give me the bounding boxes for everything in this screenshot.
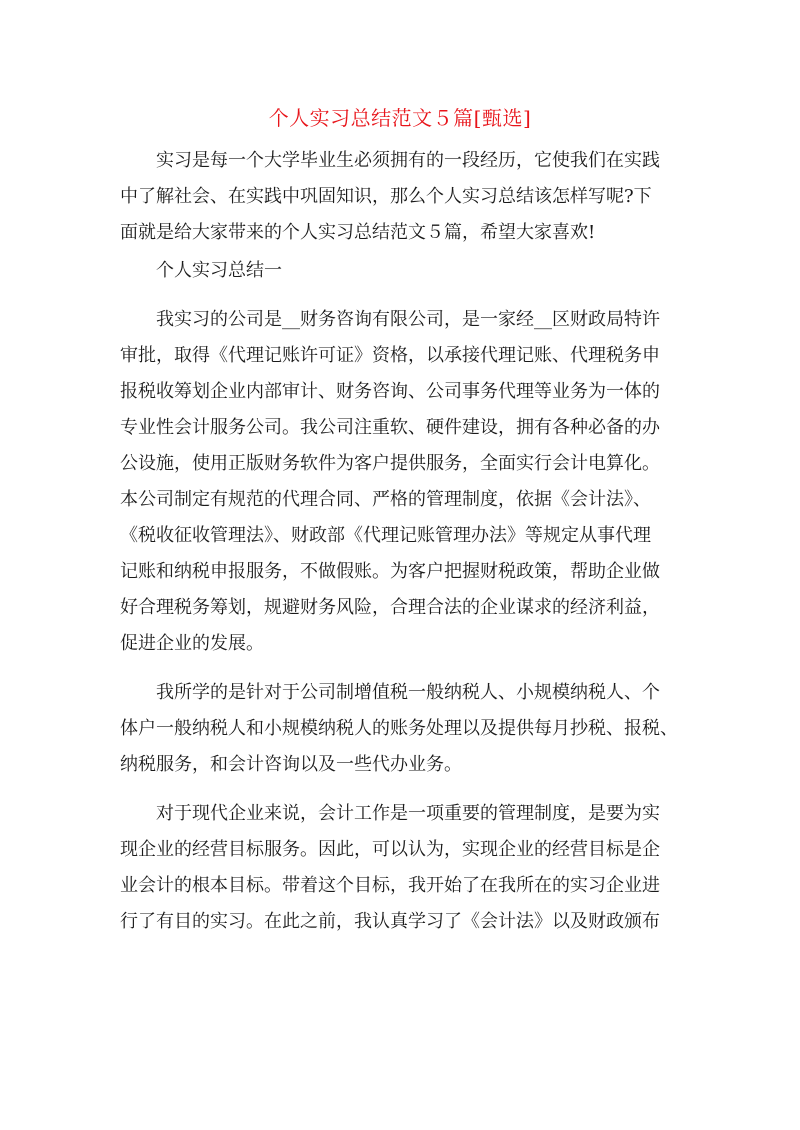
text-line: 面就是给大家带来的个人实习总结范文５篇，希望大家喜欢! [120, 222, 596, 243]
text-line: 公设施，使用正版财务软件为客户提供服务，全面实行会计电算化。 [120, 453, 660, 474]
document-body [120, 143, 686, 940]
text-line: 现企业的经营目标服务。因此，可以认为，实现企业的经营目标是企 [120, 839, 660, 860]
text-line: 实习是每一个大学毕业生必须拥有的一段经历，它使我们在实践 [120, 150, 660, 171]
text-line: 体户一般纳税人和小规模纳税人的账务处理以及提供每月抄税、报税、 [120, 718, 678, 739]
text-line: 行了有目的实习。在此之前，我认真学习了《会计法》以及财政颁布 [120, 911, 660, 932]
text-line: 专业性会计服务公司。我公司注重软、硬件建设，拥有各种必备的办 [120, 417, 660, 438]
text-line: 记账和纳税申报服务，不做假账。为客户把握财税政策，帮助企业做 [120, 561, 660, 582]
text-line: 对于现代企业来说，会计工作是一项重要的管理制度，是要为实 [120, 803, 660, 824]
text-line: 我实习的公司是__财务咨询有限公司，是一家经__区财政局特许 [120, 309, 660, 330]
text-line: 中了解社会、在实践中巩固知识，那么个人实习总结该怎样写呢?下 [120, 186, 652, 207]
text-line: 纳税服务，和会计咨询以及一些代办业务。 [120, 754, 462, 775]
text-line: 本公司制定有规范的代理合同、严格的管理制度，依据《会计法》、 [120, 489, 651, 510]
text-line: 好合理税务筹划，规避财务风险，合理合法的企业谋求的经济利益， [120, 597, 660, 618]
text-line: 审批，取得《代理记账许可证》资格，以承接代理记账、代理税务申 [120, 345, 660, 366]
section-heading: 个人实习总结一 [120, 260, 282, 281]
text-line: 业会计的根本目标。带着这个目标，我开始了在我所在的实习企业进 [120, 875, 660, 896]
text-line: 《税收征收管理法》、财政部《代理记账管理办法》等规定从事代理 [120, 525, 651, 546]
document-title: 个人实习总结范文５篇[甄选] [268, 106, 532, 130]
text-line: 促进企业的发展。 [120, 633, 264, 654]
text-line: 我所学的是针对于公司制增值税一般纳税人、小规模纳税人、个 [120, 682, 660, 703]
text-line: 报税收筹划企业内部审计、财务咨询、公司事务代理等业务为一体的 [120, 381, 660, 402]
